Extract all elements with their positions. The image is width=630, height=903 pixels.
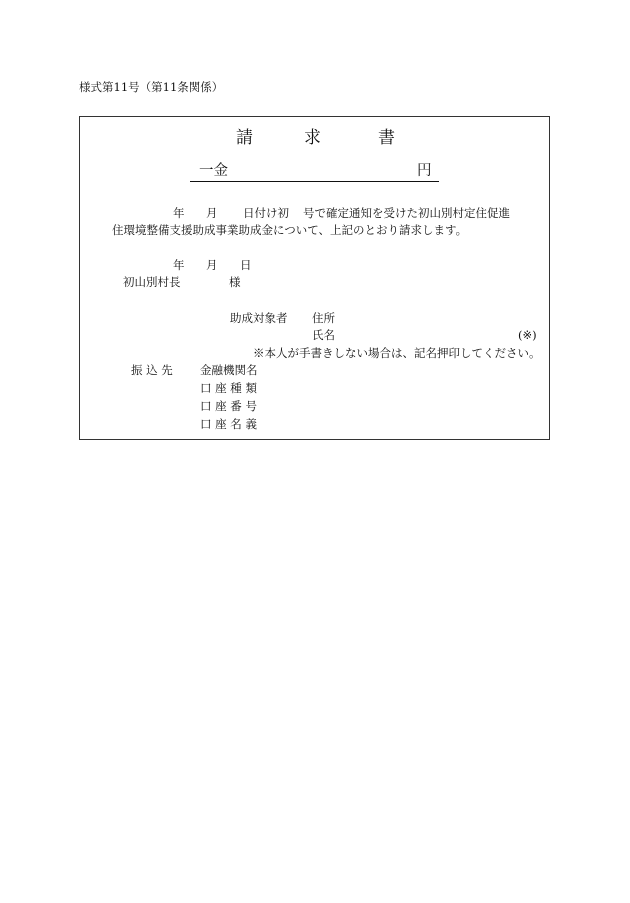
seal-mark: (※) bbox=[518, 328, 537, 342]
name-label: 氏名 bbox=[312, 328, 335, 342]
bank-account-holder-label: 口 座 名 義 bbox=[200, 417, 257, 431]
title-char-3: 書 bbox=[378, 128, 395, 148]
addressee-honorific: 様 bbox=[229, 275, 241, 289]
notice-number-text: 号で確定通知を受けた初山別村定住促進 bbox=[303, 206, 510, 220]
bank-account-number-label: 口 座 番 号 bbox=[200, 399, 257, 413]
handwriting-note: ※本人が手書きしない場合は、記名押印してください。 bbox=[253, 346, 541, 360]
bank-heading: 振 込 先 bbox=[131, 363, 173, 377]
bank-institution-label: 金融機関名 bbox=[200, 363, 258, 377]
notice-year: 年 bbox=[173, 206, 185, 220]
form-number: 様式第11号（第11条関係） bbox=[79, 80, 224, 94]
amount-unit: 円 bbox=[417, 163, 432, 179]
amount-underline bbox=[190, 181, 439, 182]
body-line-2: 住環境整備支援助成事業助成金について、上記のとおり請求します。 bbox=[112, 223, 468, 237]
notice-month: 月 bbox=[206, 206, 218, 220]
amount-prefix: 一金 bbox=[199, 163, 228, 179]
request-year: 年 bbox=[173, 258, 185, 272]
bank-account-type-label: 口 座 種 類 bbox=[200, 381, 257, 395]
request-month: 月 bbox=[206, 258, 218, 272]
request-day: 日 bbox=[240, 258, 252, 272]
notice-day: 日付け初 bbox=[243, 206, 289, 220]
address-label: 住所 bbox=[312, 311, 335, 325]
title-char-1: 請 bbox=[236, 128, 253, 148]
addressee-name: 初山別村長 bbox=[123, 275, 181, 289]
title-char-2: 求 bbox=[304, 128, 321, 148]
applicant-label: 助成対象者 bbox=[230, 311, 288, 325]
